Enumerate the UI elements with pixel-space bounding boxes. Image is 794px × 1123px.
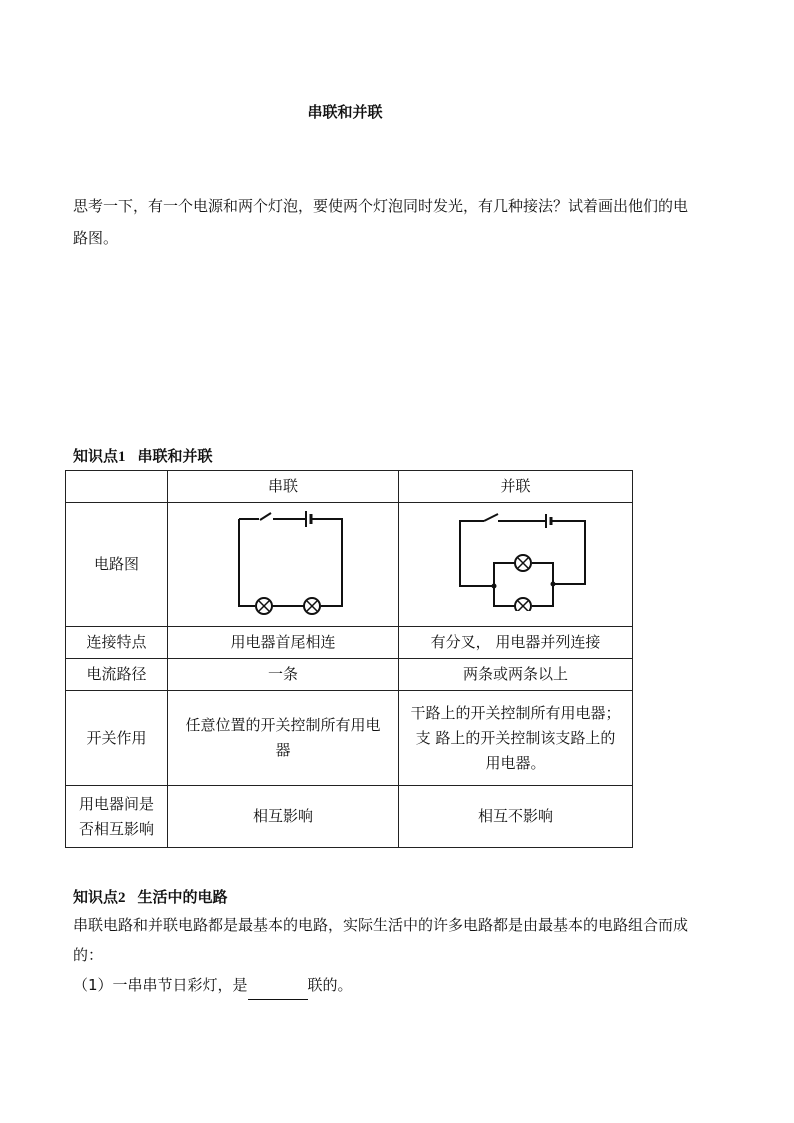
row-label-switch-role: 开关作用 xyxy=(66,691,168,786)
comparison-table xyxy=(65,470,633,848)
table-header-row xyxy=(66,471,633,503)
intro-line-1: 思考一下，有一个电源和两个灯泡，要使两个灯泡同时发光，有几种接法？试着画出他们的电 xyxy=(73,197,689,215)
page-title: 串联和并联 xyxy=(307,103,383,121)
intro-line-2: 路图。 xyxy=(73,229,119,247)
kp2-line-1: 串联电路和并联电路都是最基本的电路，实际生活中的许多电路都是由最基本的电路组合而成 xyxy=(73,916,689,934)
parallel-circuit-diagram xyxy=(446,511,586,611)
intro-paragraph xyxy=(73,190,733,254)
question-1 xyxy=(73,970,733,1000)
table-row-connection xyxy=(66,627,633,659)
mutual-label-line-2: 否相互影响 xyxy=(78,819,154,838)
parallel-switch-line-3: 用电器。 xyxy=(485,753,546,772)
lamp-icon xyxy=(515,555,531,571)
table-row-circuit-diagram xyxy=(66,503,633,627)
series-switch-role xyxy=(168,691,399,786)
kp2-paragraph xyxy=(73,910,733,1000)
series-current-path: 一条 xyxy=(168,659,399,691)
series-circuit-diagram xyxy=(223,507,343,615)
switch-icon xyxy=(260,513,271,520)
series-circuit-cell xyxy=(168,503,399,627)
kp1-title: 串联和并联 xyxy=(137,447,213,465)
parallel-mutual-influence: 相互不影响 xyxy=(399,786,633,848)
parallel-current-path: 两条或两条以上 xyxy=(399,659,633,691)
parallel-switch-line-1: 干路上的开关控制所有用电器； xyxy=(410,703,621,722)
table-row-mutual-influence xyxy=(66,786,633,848)
parallel-circuit-cell xyxy=(399,503,633,627)
parallel-switch-line-2: 支 路上的开关控制该支路上的 xyxy=(415,728,616,747)
lamp-icon xyxy=(515,598,531,611)
table-row-current-path xyxy=(66,659,633,691)
header-parallel: 并联 xyxy=(399,471,633,503)
kp2-number: 知识点2 xyxy=(73,890,126,906)
row-label-circuit: 电路图 xyxy=(66,503,168,627)
kp2-title: 生活中的电路 xyxy=(137,888,228,906)
row-label-current-path: 电流路径 xyxy=(66,659,168,691)
kp1-number: 知识点1 xyxy=(73,449,126,465)
lamp-icon xyxy=(304,598,320,614)
parallel-connection: 有分叉， 用电器并列连接 xyxy=(399,627,633,659)
header-series: 串联 xyxy=(168,471,399,503)
table-row-switch-role xyxy=(66,691,633,786)
kp2-line-2: 的： xyxy=(73,946,104,964)
question-1-prefix: （1）一串串节日彩灯，是 xyxy=(73,976,248,994)
mutual-label-line-1: 用电器间是 xyxy=(78,794,154,813)
header-empty-cell xyxy=(66,471,168,503)
answer-blank[interactable] xyxy=(248,983,308,1000)
knowledge-point-1-heading xyxy=(73,445,213,466)
series-switch-line-2: 器 xyxy=(275,741,291,759)
knowledge-point-2-heading xyxy=(73,886,228,907)
row-label-mutual-influence xyxy=(66,786,168,848)
switch-icon xyxy=(484,514,498,521)
question-1-suffix: 联的。 xyxy=(307,976,353,994)
lamp-icon xyxy=(256,598,272,614)
series-mutual-influence: 相互影响 xyxy=(168,786,399,848)
parallel-switch-role xyxy=(399,691,633,786)
row-label-connection: 连接特点 xyxy=(66,627,168,659)
series-connection: 用电器首尾相连 xyxy=(168,627,399,659)
series-switch-line-1: 任意位置的开关控制所有用电 xyxy=(185,716,381,734)
